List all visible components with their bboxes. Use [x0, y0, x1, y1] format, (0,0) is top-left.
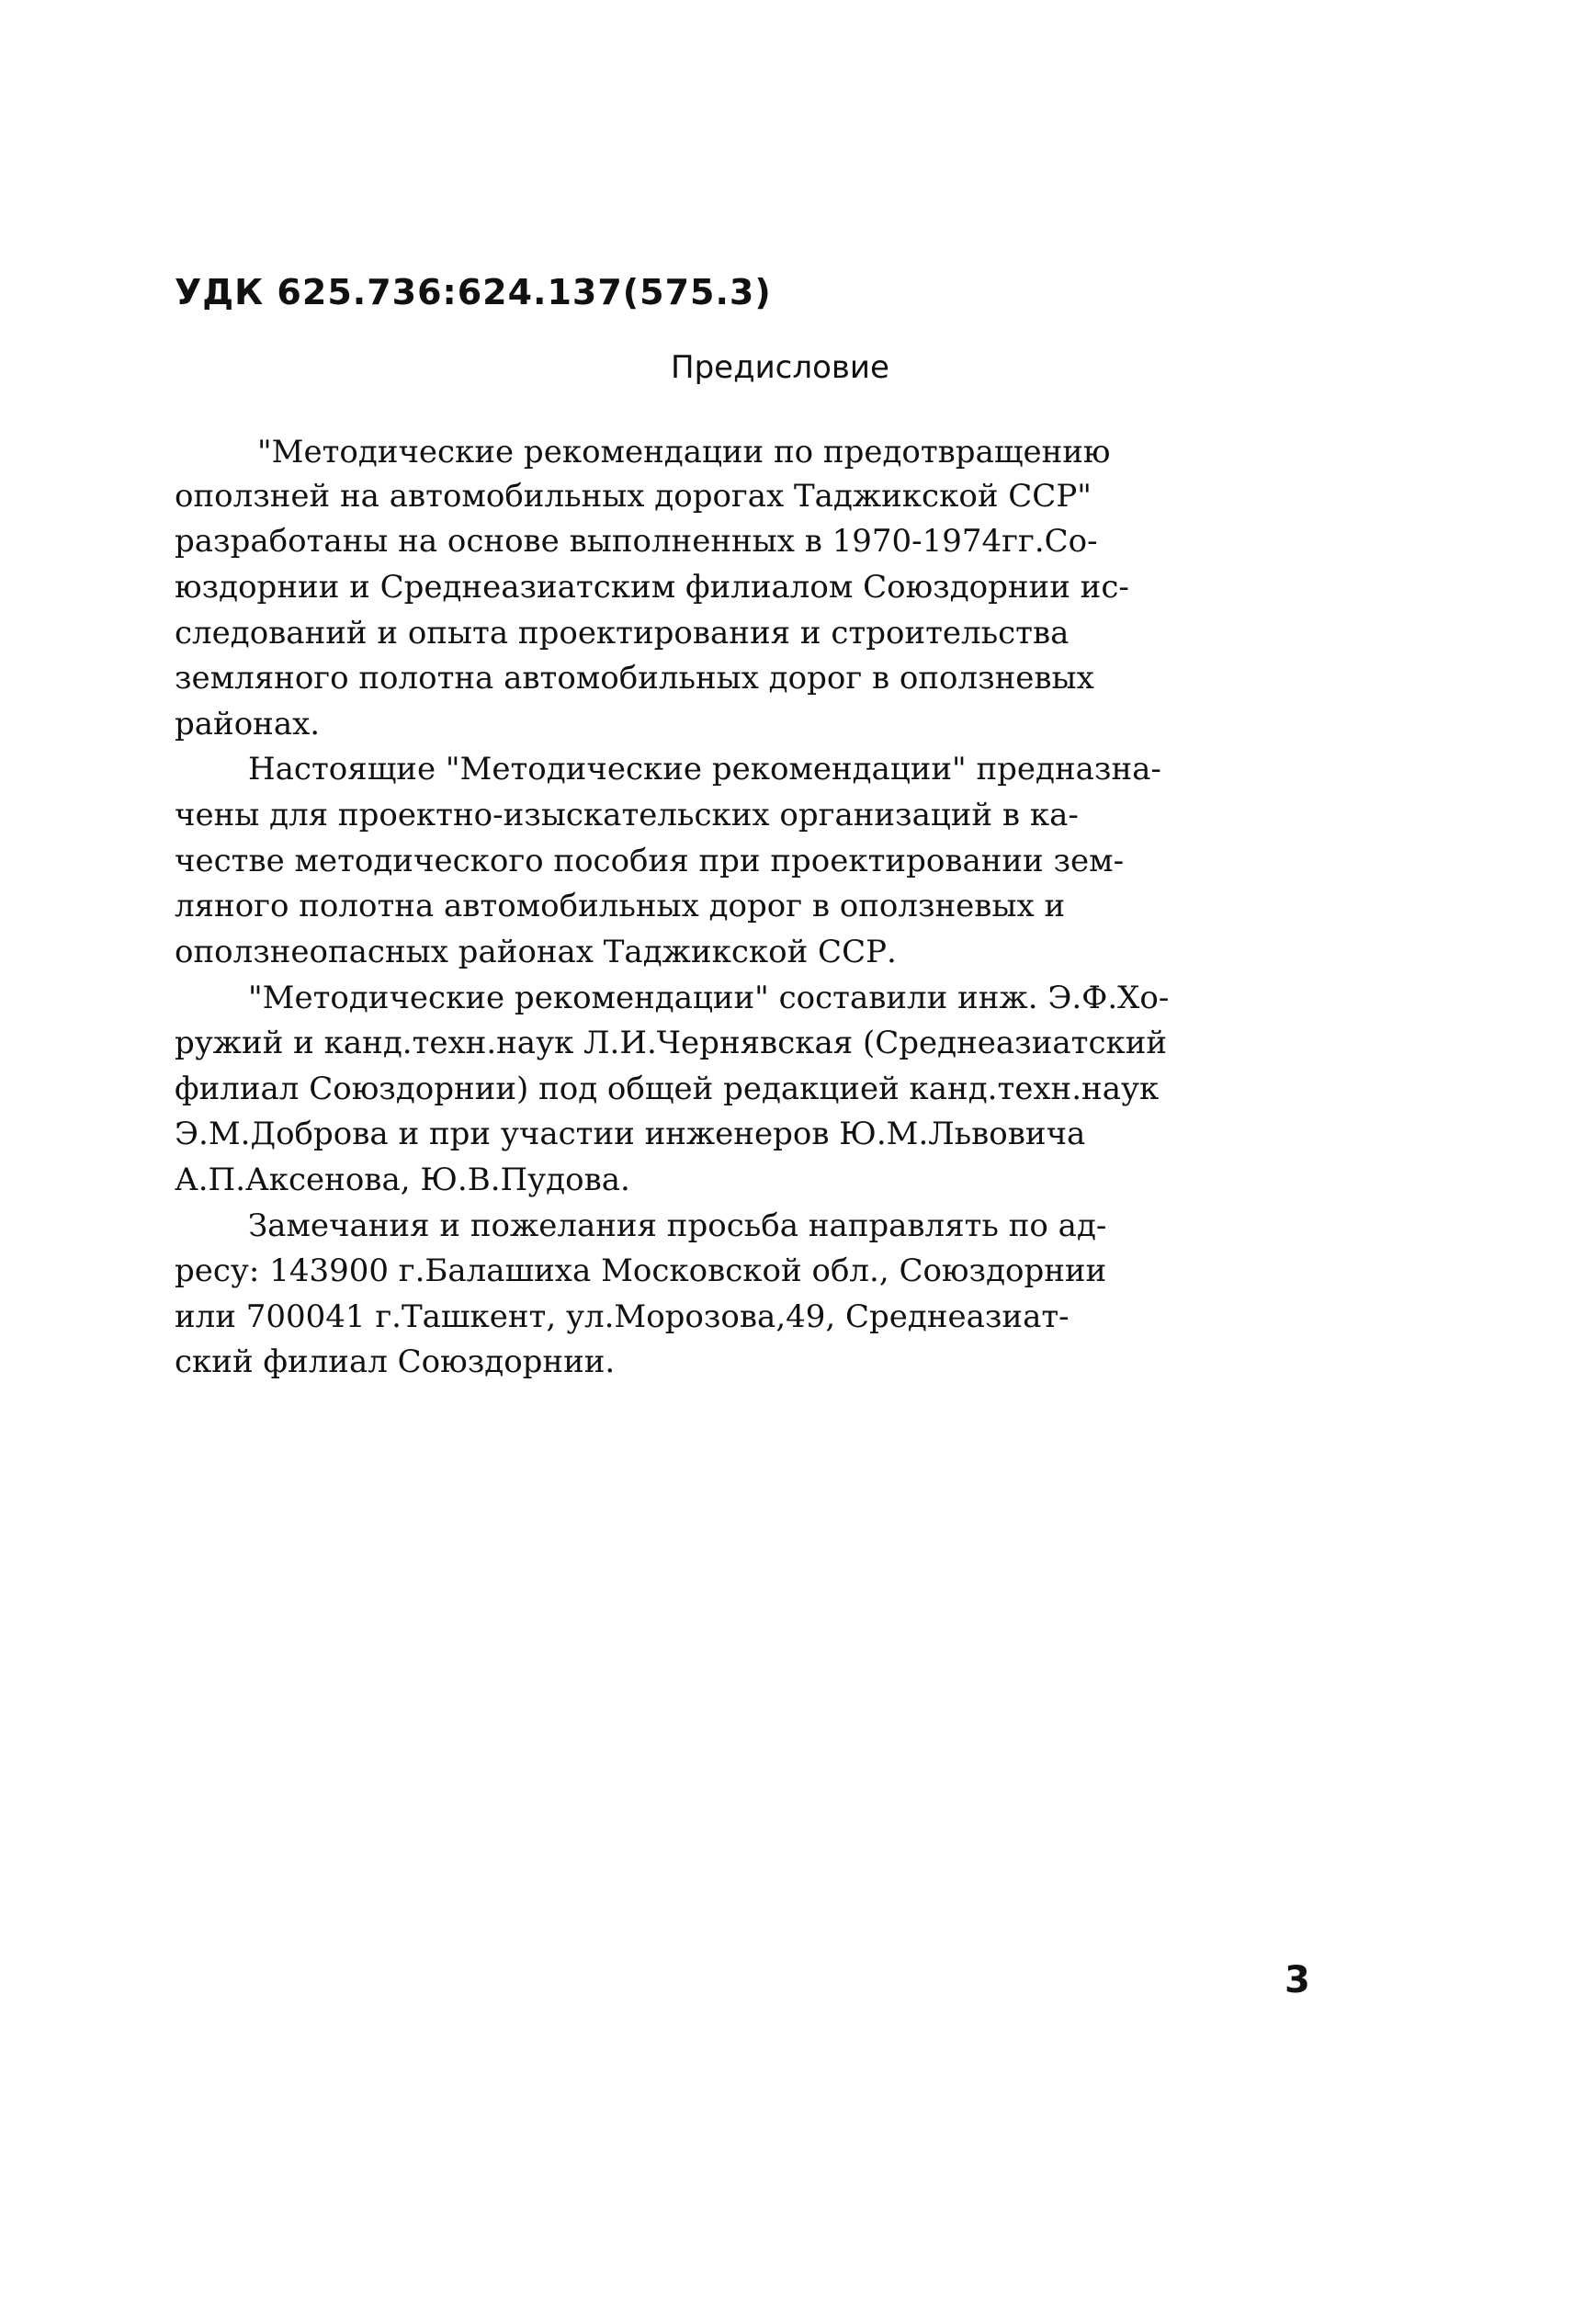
text-line: чены для проектно-изыскательских организаций в ка- — [175, 797, 1079, 833]
text-line: разработаны на основе выполненных в 1970-1974гг.Со- — [175, 523, 1098, 560]
text-line: филиал Союздорнии) под общей редакцией канд.техн.наук — [175, 1071, 1160, 1107]
text-line: земляного полотна автомобильных дорог в оползневых — [175, 660, 1094, 697]
text-line: честве методического пособия при проектировании зем- — [175, 843, 1125, 879]
page-number: 3 — [1285, 1959, 1310, 2001]
text-line: Замечания и пожелания просьба направлять по ад- — [248, 1207, 1107, 1244]
text-line: "Методические рекомендации по предотвращению — [257, 434, 1111, 470]
text-line: ресу: 143900 г.Балашиха Московской обл., Союздорнии — [175, 1252, 1107, 1289]
text-line: ляного полотна автомобильных дорог в оползневых и — [175, 888, 1066, 924]
text-line: ружий и канд.техн.наук Л.И.Чернявская (Среднеазиатский — [175, 1025, 1168, 1061]
section-title: Предисловие — [671, 349, 889, 386]
text-line: следований и опыта проектирования и строительства — [175, 615, 1070, 652]
text-line: или 700041 г.Ташкент, ул.Морозова,49, Среднеазиат- — [175, 1298, 1070, 1335]
text-line: Э.М.Доброва и при участии инженеров Ю.М.Львовича — [175, 1116, 1086, 1152]
text-line: Настоящие "Методические рекомендации" предназна- — [248, 751, 1161, 788]
text-line: "Методические рекомендации" составили инж. Э.Ф.Хо- — [248, 980, 1170, 1016]
udk-code: УДК 625.736:624.137(575.3) — [175, 272, 772, 312]
text-line: районах. — [175, 706, 321, 742]
text-line: оползней на автомобильных дорогах Таджикской ССР" — [175, 478, 1092, 515]
text-line: оползнеопасных районах Таджикской ССР. — [175, 934, 897, 970]
text-line: А.П.Аксенова, Ю.В.Пудова. — [175, 1162, 630, 1198]
text-line: юздорнии и Среднеазиатским филиалом Союздорнии ис- — [175, 569, 1129, 606]
text-line: ский филиал Союздорнии. — [175, 1343, 616, 1380]
